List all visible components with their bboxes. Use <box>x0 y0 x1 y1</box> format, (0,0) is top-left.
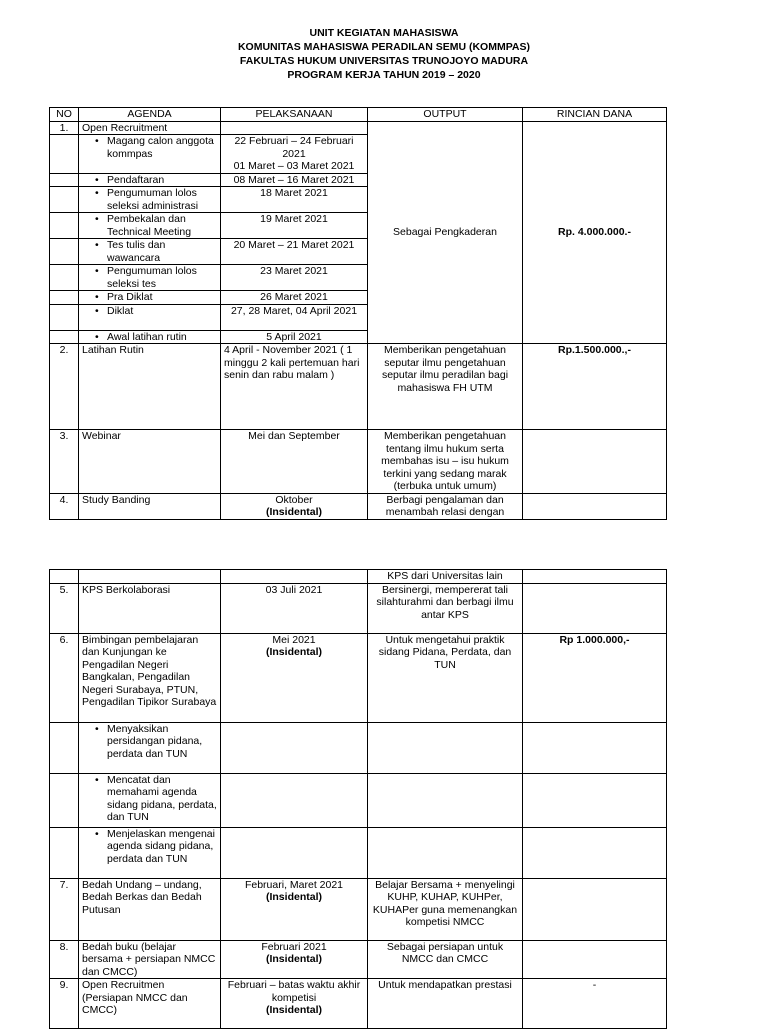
bullet-icon: • <box>95 135 99 147</box>
table-row <box>50 827 667 878</box>
cell-agenda: Study Banding <box>79 493 221 519</box>
sub-agenda-item: • Tes tulis dan wawancara <box>79 239 221 265</box>
sub-agenda-item: • Pembekalan dan Technical Meeting <box>79 213 221 239</box>
cell-pelaksanaan: 23 Maret 2021 <box>221 265 368 291</box>
table-row <box>50 583 667 633</box>
cell-agenda: Bedah Undang – undang, Bedah Berkas dan Bedah Putusan <box>79 878 221 940</box>
cell-rincian-dana <box>523 493 667 519</box>
bullet-icon: • <box>95 827 99 840</box>
cell-no: 8. <box>50 940 79 979</box>
cell-pelaksanaan: 26 Maret 2021 <box>221 291 368 305</box>
table-header-row <box>50 108 667 122</box>
col-header-pelaksanaan: PELAKSANAAN <box>221 108 368 122</box>
work-program-table-1 <box>49 107 667 520</box>
header-community: KOMUNITAS MAHASISWA PERADILAN SEMU (KOMMPAS) <box>237 41 531 53</box>
cell-pelaksanaan: Februari, Maret 2021 (Insidental) <box>221 878 368 940</box>
cell-no: 4. <box>50 493 79 519</box>
cell-agenda: Open Recruitmen (Persiapan NMCC dan CMCC) <box>79 979 221 1029</box>
bullet-icon: • <box>95 330 99 343</box>
sub-agenda-item: • Menjelaskan mengenai agenda sidang pidana, perdata dan TUN <box>79 827 221 878</box>
bullet-icon: • <box>95 773 99 786</box>
cell-no: 6. <box>50 633 79 722</box>
insidental-note: (Insidental) <box>265 953 322 965</box>
header-faculty: FAKULTAS HUKUM UNIVERSITAS TRUNOJOYO MADURA <box>239 55 529 67</box>
cell-pelaksanaan: Mei 2021 (Insidental) <box>221 633 368 722</box>
cell-pelaksanaan: Februari 2021 (Insidental) <box>221 940 368 979</box>
cell-output: Sebagai Pengkaderan <box>368 121 523 344</box>
cell-pelaksanaan: 20 Maret – 21 Maret 2021 <box>221 239 368 265</box>
cell-no: 1. <box>50 121 79 135</box>
cell-rincian-dana: Rp. 4.000.000.- <box>523 121 667 344</box>
sub-agenda-item: • Pendaftaran <box>79 173 221 187</box>
cell-output: KPS dari Universitas lain <box>368 570 523 584</box>
bullet-icon: • <box>95 304 99 317</box>
cell-pelaksanaan: 27, 28 Maret, 04 April 2021 <box>221 304 368 330</box>
cell-agenda: KPS Berkolaborasi <box>79 583 221 633</box>
sub-agenda-item: • Menyaksikan persidangan pidana, perdata dan TUN <box>79 722 221 773</box>
table-row <box>50 633 667 722</box>
cell-rincian-dana <box>523 430 667 494</box>
cell-output: Sebagai persiapan untuk NMCC dan CMCC <box>368 940 523 979</box>
cell-output: Memberikan pengetahuan seputar ilmu pengetahuan seputar ilmu peradilan bagi mahasiswa FH UTM <box>368 344 523 430</box>
cell-rincian-dana: Rp.1.500.000.,- <box>523 344 667 430</box>
header-program: PROGRAM KERJA TAHUN 2019 – 2020 <box>287 69 481 81</box>
cell-pelaksanaan: Februari – batas waktu akhir kompetisi (Insidental) <box>221 979 368 1029</box>
cell-output: Memberikan pengetahuan tentang ilmu hukum serta membahas isu – isu hukum terkini yang sedang marak (terbuka untuk umum) <box>368 430 523 494</box>
table-row <box>50 979 667 1029</box>
cell-pelaksanaan: Oktober (Insidental) <box>221 493 368 519</box>
cell-pelaksanaan: Mei dan September <box>221 430 368 494</box>
bullet-icon: • <box>95 173 99 186</box>
table-row <box>50 344 667 430</box>
table-row <box>50 878 667 940</box>
cell-agenda: Open Recruitment <box>79 121 221 135</box>
insidental-note: (Insidental) <box>265 1004 322 1016</box>
sub-agenda-item: • Pengumuman lolos seleksi administrasi <box>79 187 221 213</box>
cell-agenda: Bimbingan pembelajaran dan Kunjungan ke Pengadilan Negeri Bangkalan, Pengadilan Negeri Surabaya, PTUN, Pengadilan Tipikor Surabaya <box>79 633 221 722</box>
cell-no: 3. <box>50 430 79 494</box>
cell-no: 7. <box>50 878 79 940</box>
cell-pelaksanaan: 19 Maret 2021 <box>221 213 368 239</box>
cell-pelaksanaan: 5 April 2021 <box>221 330 368 344</box>
header-unit: UNIT KEGIATAN MAHASISWA <box>309 27 459 39</box>
cell-pelaksanaan <box>221 121 368 135</box>
cell-pelaksanaan: 08 Maret – 16 Maret 2021 <box>221 173 368 187</box>
cell-pelaksanaan: 22 Februari – 24 Februari 2021 01 Maret – 03 Maret 2021 <box>221 135 368 174</box>
sub-agenda-item: • Pra Diklat <box>79 291 221 305</box>
table-row <box>50 121 667 135</box>
sub-agenda-item: • Awal latihan rutin <box>79 330 221 344</box>
cell-rincian-dana <box>523 583 667 633</box>
cell-output: Untuk mengetahui praktik sidang Pidana, Perdata, dan TUN <box>368 633 523 722</box>
table-row <box>50 493 667 519</box>
sub-agenda-item: • Diklat <box>79 304 221 330</box>
cell-rincian-dana: Rp 1.000.000,- <box>523 633 667 722</box>
cell-pelaksanaan: 03 Juli 2021 <box>221 583 368 633</box>
bullet-icon: • <box>95 291 99 303</box>
sub-agenda-item: • Magang calon anggota kommpas <box>79 135 221 174</box>
sub-agenda-item: • Pengumuman lolos seleksi tes <box>79 265 221 291</box>
cell-pelaksanaan: 4 April - November 2021 ( 1 minggu 2 kali pertemuan hari senin dan rabu malam ) <box>221 344 368 430</box>
cell-pelaksanaan: 18 Maret 2021 <box>221 187 368 213</box>
cell-output: Bersinergi, mempererat tali silahturahmi dan berbagi ilmu antar KPS <box>368 583 523 633</box>
col-header-output: OUTPUT <box>368 108 523 122</box>
cell-rincian-dana: - <box>523 979 667 1029</box>
cell-agenda: Bedah buku (belajar bersama + persiapan NMCC dan CMCC) <box>79 940 221 979</box>
cell-output: Untuk mendapatkan prestasi <box>368 979 523 1029</box>
insidental-note: (Insidental) <box>265 646 322 658</box>
cell-agenda: Webinar <box>79 430 221 494</box>
cell-no: 2. <box>50 344 79 430</box>
col-header-no: NO <box>50 108 79 122</box>
cell-output: Belajar Bersama + menyelingi KUHP, KUHAP, KUHPer, KUHAPer guna memenangkan kompetisi NMCC <box>368 878 523 940</box>
bullet-icon: • <box>95 213 99 225</box>
bullet-icon: • <box>95 722 99 735</box>
bullet-icon: • <box>95 265 99 277</box>
bullet-icon: • <box>95 187 99 199</box>
col-header-rincian-dana: RINCIAN DANA <box>523 108 667 122</box>
bullet-icon: • <box>95 239 99 251</box>
col-header-agenda: AGENDA <box>79 108 221 122</box>
cell-no: 9. <box>50 979 79 1029</box>
table-row <box>50 722 667 773</box>
table-row <box>50 940 667 979</box>
sub-agenda-item: • Mencatat dan memahami agenda sidang pidana, perdata, dan TUN <box>79 773 221 827</box>
cell-agenda: Latihan Rutin <box>79 344 221 430</box>
table-row <box>50 570 667 584</box>
insidental-note: (Insidental) <box>265 506 322 518</box>
cell-output: Berbagi pengalaman dan menambah relasi dengan <box>368 493 523 519</box>
table-row <box>50 773 667 827</box>
document-header <box>0 26 768 82</box>
table-row <box>50 430 667 494</box>
insidental-note: (Insidental) <box>265 891 322 903</box>
cell-rincian-dana <box>523 878 667 940</box>
cell-no: 5. <box>50 583 79 633</box>
cell-rincian-dana <box>523 940 667 979</box>
work-program-table-2 <box>49 569 667 1029</box>
